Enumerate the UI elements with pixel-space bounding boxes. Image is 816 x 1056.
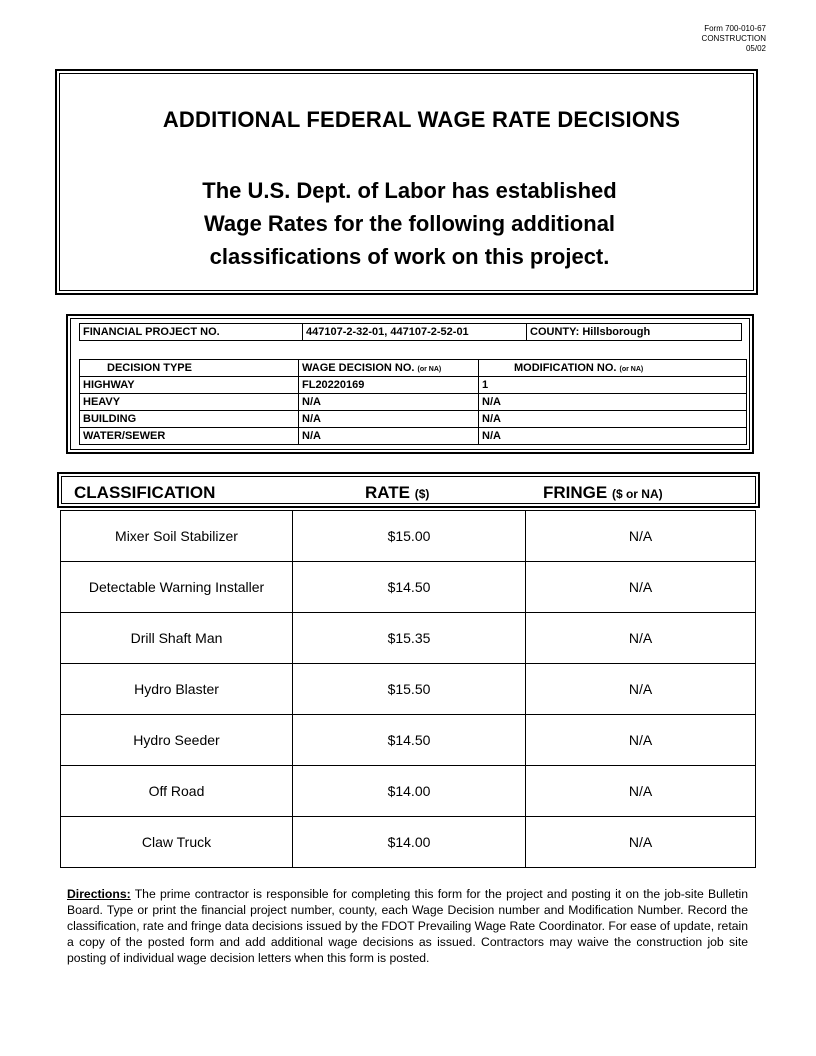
decision-type: BUILDING	[80, 411, 299, 428]
decision-table	[79, 359, 747, 445]
fringe-cell: N/A	[526, 511, 756, 562]
fringe-cell: N/A	[526, 562, 756, 613]
modification-no: 1	[479, 377, 747, 394]
classification-heading: CLASSIFICATION	[74, 483, 216, 502]
rate-row	[61, 613, 756, 664]
form-number: Form 700-010-67	[704, 24, 766, 33]
decision-type: HIGHWAY	[80, 377, 299, 394]
rate-row	[61, 664, 756, 715]
wage-rates-table	[60, 510, 756, 868]
rate-cell: $14.50	[293, 715, 526, 766]
classification-header	[57, 472, 760, 508]
fringe-cell: N/A	[526, 613, 756, 664]
rate-cell: $15.00	[293, 511, 526, 562]
rate-cell: $15.35	[293, 613, 526, 664]
page-subtitle	[57, 174, 756, 273]
modification-no: N/A	[479, 411, 747, 428]
wage-decision-no: N/A	[299, 428, 479, 445]
decision-row	[80, 428, 747, 445]
rate-row	[61, 715, 756, 766]
rate-heading: RATE ($)	[365, 483, 430, 502]
project-info-box	[66, 314, 754, 454]
classification-cell: Claw Truck	[61, 817, 293, 868]
fringe-cell: N/A	[526, 664, 756, 715]
financial-project-number: 447107-2-32-01, 447107-2-52-01	[303, 324, 527, 341]
classification-cell: Detectable Warning Installer	[61, 562, 293, 613]
rate-row	[61, 817, 756, 868]
decision-row	[80, 394, 747, 411]
classification-cell: Hydro Seeder	[61, 715, 293, 766]
county-field: COUNTY: Hillsborough	[527, 324, 742, 341]
directions-text: The prime contractor is responsible for completing this form for the project and posting it on the job-site Bulletin Board. Type or print the financial project number, county, each Wage Decision number and Modification Number. Record the classification, rate and fringe data decisions issued by the FDOT Prevailing Wage Rate Coordinator. For ease of update, retain a copy of the posted form and add additional wage decisions as issued. Contractors may waive the construction job site posting of individual wage decision letters when this form is posted.	[67, 887, 748, 965]
form-date: 05/02	[745, 44, 766, 53]
wage-decision-no: N/A	[299, 411, 479, 428]
classification-cell: Off Road	[61, 766, 293, 817]
rate-cell: $14.00	[293, 766, 526, 817]
page-title: ADDITIONAL FEDERAL WAGE RATE DECISIONS	[162, 107, 681, 132]
decision-type: HEAVY	[80, 394, 299, 411]
directions-label: Directions:	[67, 887, 131, 901]
rate-row	[61, 511, 756, 562]
subtitle-line: Wage Rates for the following additional	[203, 211, 616, 236]
wage-decision-no: N/A	[299, 394, 479, 411]
decision-type: WATER/SEWER	[80, 428, 299, 445]
decision-row	[80, 377, 747, 394]
rate-cell: $15.50	[293, 664, 526, 715]
modification-no: N/A	[479, 394, 747, 411]
fringe-heading: FRINGE ($ or NA)	[543, 483, 663, 502]
fringe-cell: N/A	[526, 715, 756, 766]
modification-header: MODIFICATION NO. (or NA)	[479, 360, 747, 377]
wage-decision-no: FL20220169	[299, 377, 479, 394]
rate-cell: $14.50	[293, 562, 526, 613]
fringe-cell: N/A	[526, 766, 756, 817]
fringe-cell: N/A	[526, 817, 756, 868]
directions-paragraph	[67, 886, 748, 966]
form-id	[702, 24, 766, 54]
wage-decision-header: WAGE DECISION NO. (or NA)	[299, 360, 479, 377]
decision-type-header: DECISION TYPE	[80, 360, 299, 377]
subtitle-line: classifications of work on this project.	[209, 244, 610, 269]
rate-cell: $14.00	[293, 817, 526, 868]
modification-no: N/A	[479, 428, 747, 445]
classification-cell: Mixer Soil Stabilizer	[61, 511, 293, 562]
subtitle-line: The U.S. Dept. of Labor has established	[202, 178, 617, 203]
rate-row	[61, 766, 756, 817]
financial-project-table	[79, 323, 742, 341]
decision-row	[80, 411, 747, 428]
classification-cell: Hydro Blaster	[61, 664, 293, 715]
rate-row	[61, 562, 756, 613]
classification-cell: Drill Shaft Man	[61, 613, 293, 664]
financial-project-label: FINANCIAL PROJECT NO.	[80, 324, 303, 341]
title-box	[55, 69, 758, 295]
form-category: CONSTRUCTION	[701, 34, 766, 43]
